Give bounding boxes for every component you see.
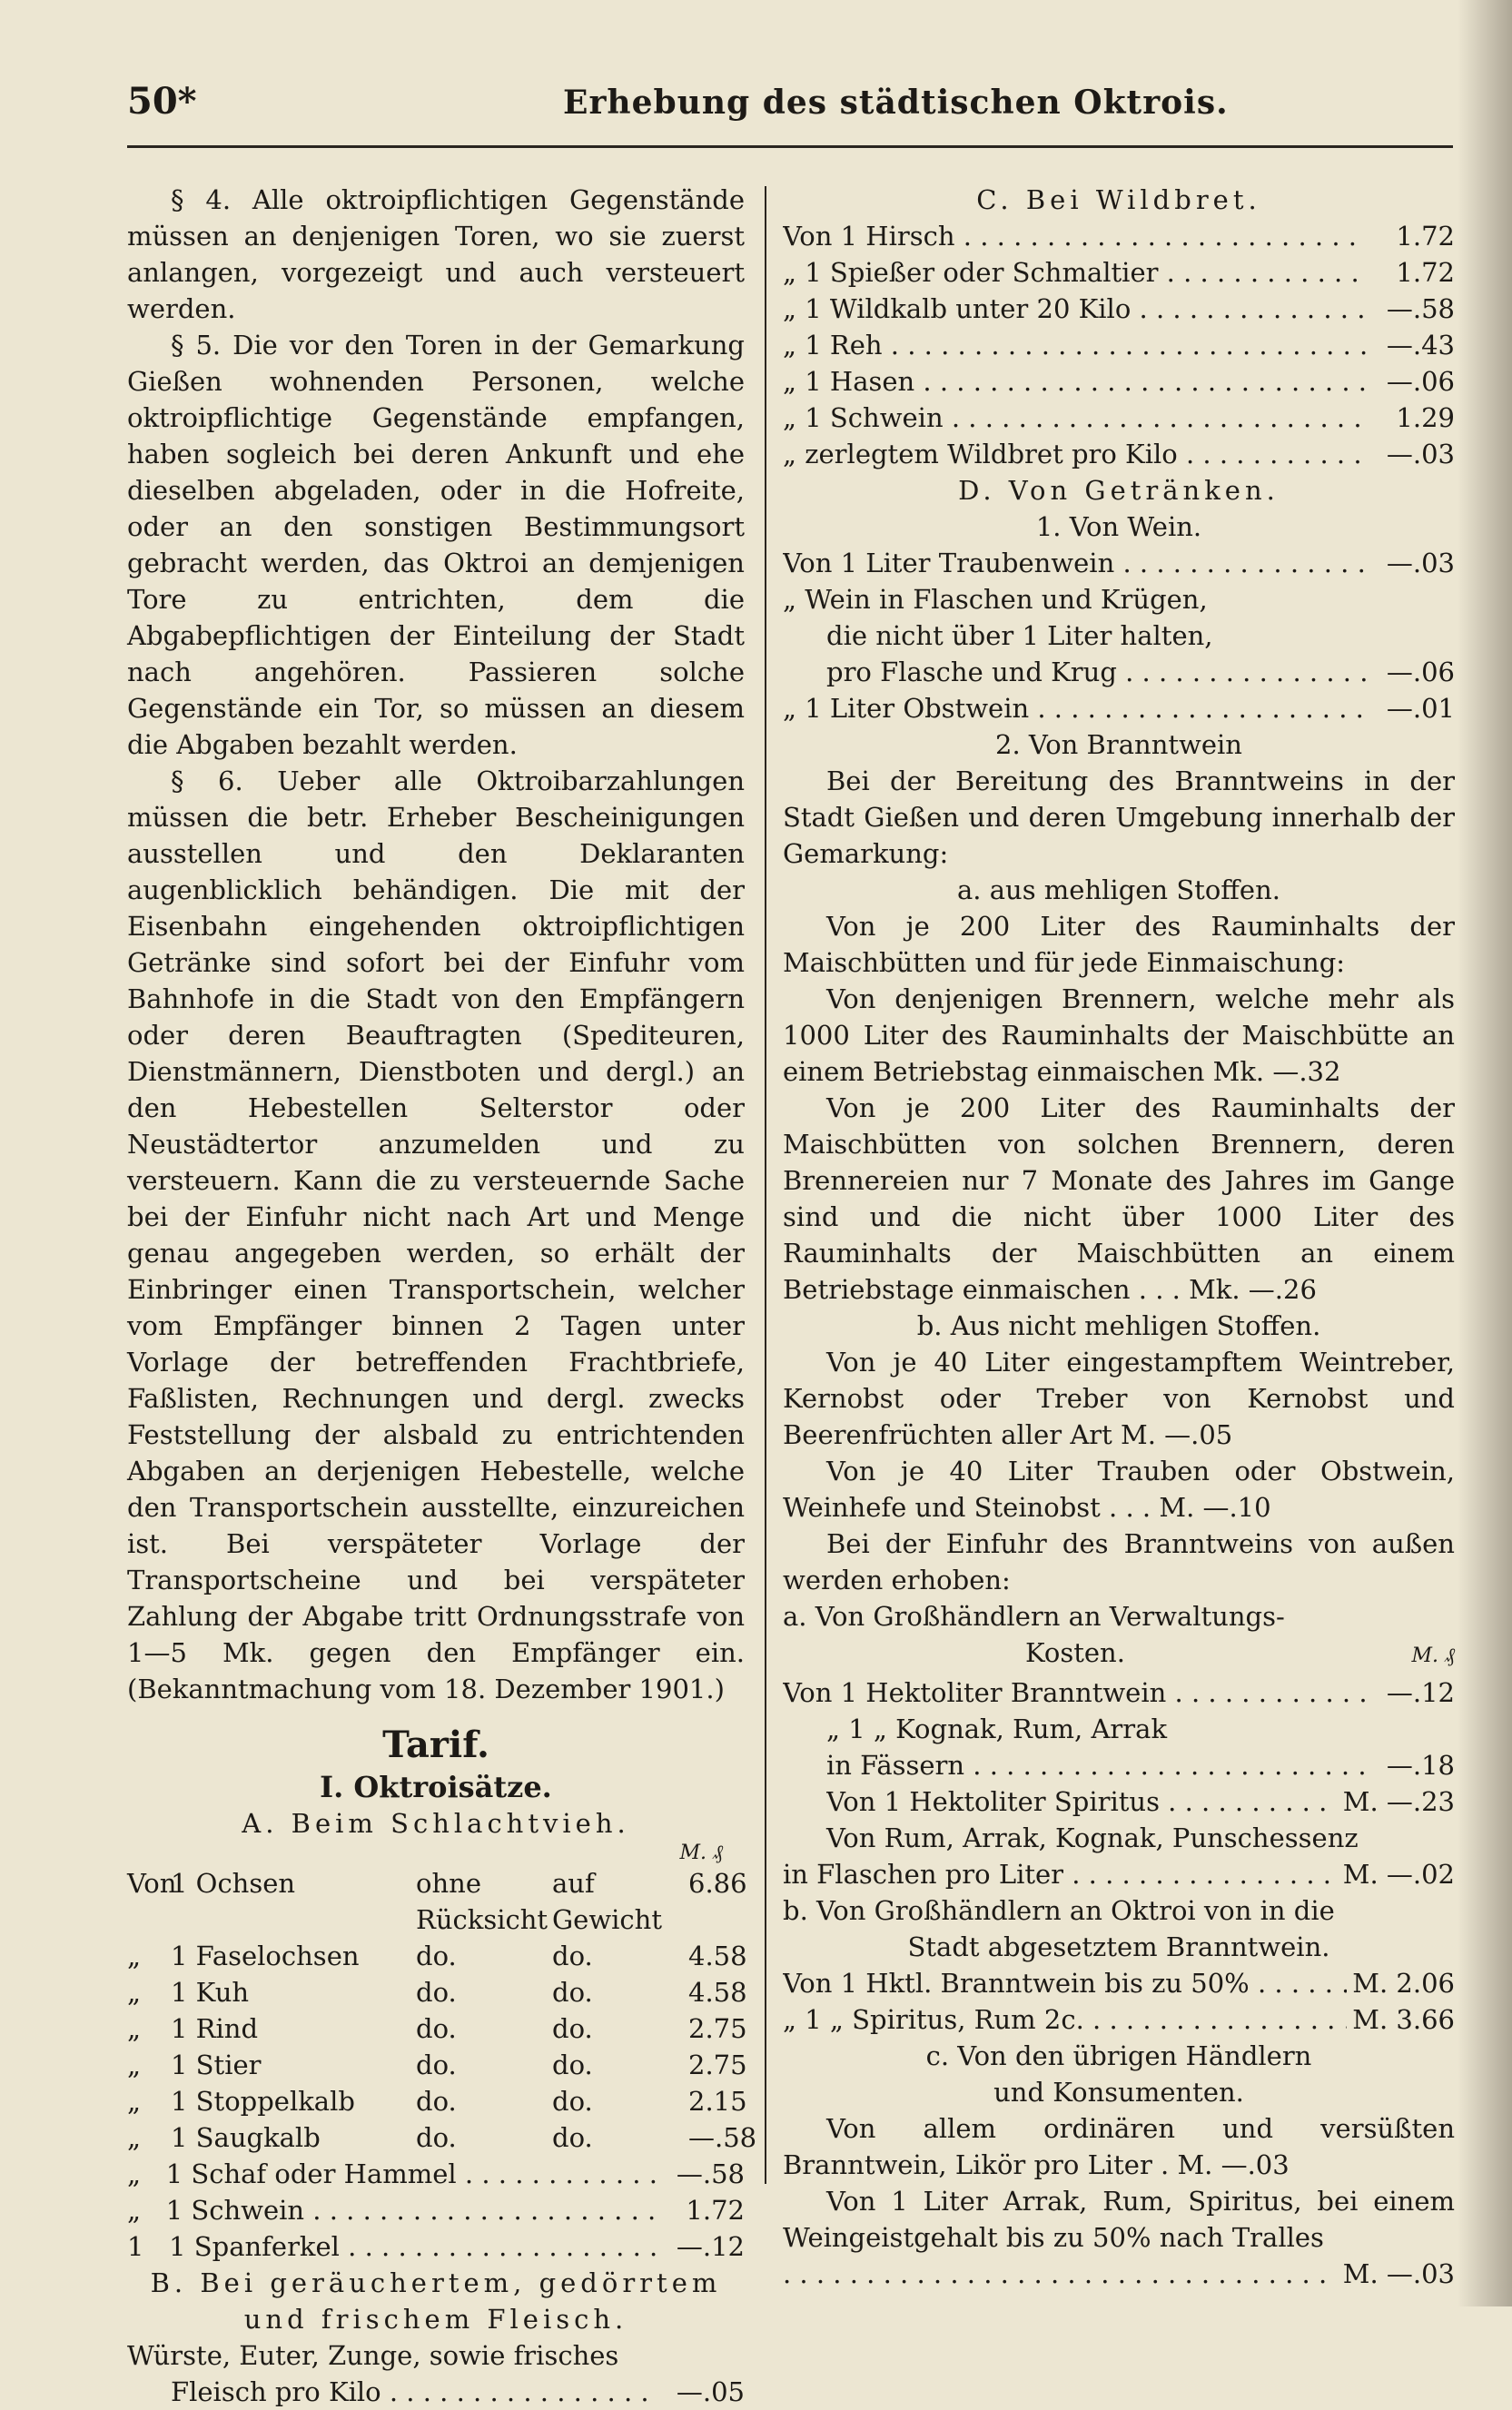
table-row: „ 1 Kuh do. do. 4.58 [127,1977,747,2008]
table-row: „ 1 Stier do. do. 2.75 [127,2049,747,2080]
wholesale-a-heading-line1: a. Von Großhändlern an Verwaltungs- [783,1601,1285,1632]
wholesale-b-heading-line1: b. Von Großhändlern an Oktroi von in die [783,1895,1335,1926]
wholesale-a-heading-line2: Kosten. M. ₰ [1025,1637,1455,1668]
left-column [127,182,757,2410]
list-item: „ 1 Wildkalb unter 20 Kilo . . . —.58 [783,291,1455,327]
paragraph-6: § 6. Ueber alle Oktroibarzahlungen müssen die betr. Erheber Bescheinigungen ausstellen und den Deklaranten augenblicklich behändigen. Die mit der Eisenbahn eingehenden oktroipflichtigen Getränke sind sofort bei der Einfuhr vom Bahnhofe in die Stadt von den Empfängern oder deren Beauftragten (Spediteuren, Dienstmännern, Dienstboten und dergl.) an den Hebestellen Selterstor oder Neustädtertor anzumelden und zu versteuern. Kann die zu versteuernde Sache bei der Einfuhr nicht nach Art und Menge genau angegeben werden, so erhält der Einbringer einen Transportschein, welcher vom Empfänger binnen 2 Tagen unter Vorlage der betreffenden Frachtbriefe, Faßlisten, Rechnungen und dergl. zwecks Feststellung der alsbald zu entrichtenden Abgaben an derjenigen Hebestelle, welche den Transportschein ausstellte, einzureichen ist. Bei verspäteter Vorlage der Transportscheine und bei verspäteter Zahlung der Abgabe tritt Ordnungsstrafe von 1—5 Mk. gegen den Empfänger ein. (Bekanntmachung vom 18. Dezember 1901.) [127,765,745,1704]
wholesale-b-heading-line2: Stadt abgesetztem Branntwein. [907,1931,1330,1962]
wine-bottle-line1: „ Wein in Flaschen und Krügen, [783,584,1208,615]
nonflour-heading: b. Aus nicht mehligen Stoffen. [916,1310,1321,1341]
list-item: „ zerlegtem Wildbret pro Kilo . . . —.03 [783,436,1455,472]
list-item-line1: Von Rum, Arrak, Kognak, Punschessenz [826,1822,1359,1853]
wine-heading: 1. Von Wein. [1035,511,1202,542]
subsection-b-heading-line1: B. Bei geräuchertem, gedörrtem [150,2267,722,2298]
table-row: „ 1 Schwein . . . 1.72 [127,2192,745,2228]
table-row: „ 1 Schaf oder Hammel . . . —.58 [127,2156,745,2192]
tarif-heading: Tarif. [382,1724,489,1766]
list-item: „ 1 Schwein . . . 1.29 [783,400,1455,436]
nonflour-paragraph-2: Von je 40 Liter Trauben oder Obstwein, Weinhefe und Steinobst . . . M. —.10 [783,1456,1455,1523]
flour-paragraph-3: Von je 200 Liter des Rauminhalts der Maischbütten von solchen Brennern, deren Brennereien nur 7 Monate des Jahres im Gange sind und die nicht über 1000 Liter des Rauminhalts der Maischbütten an einem Betriebstage einmaischen . . . Mk. —.26 [783,1092,1455,1305]
right-column [783,182,1455,2292]
page-edge-shadow [1458,0,1512,2306]
page-number: 50* [127,80,197,123]
running-head: Erhebung des städtischen Oktrois. [563,84,1229,122]
list-item: Von 1 Liter Traubenwein . . . —.03 [783,545,1455,581]
paragraph-5: § 5. Die vor den Toren in der Gemarkung Gießen wohnenden Personen, welche oktroipflichtige Gegenstände empfangen, haben sogleich bei deren Ankunft und ehe dieselben abgeladen, oder in die Hofreite, oder an den sonstigen Bestimmungsort gebracht werden, das Oktroi an demjenigen Tore zu entrichten, dem die Abgabepflichtigen der Einteilung der Stadt nach angehören. Passieren solche Gegenstände ein Tor, so müssen an diesem die Abgaben bezahlt werden. [127,330,745,760]
list-item: „ 1 „ Spiritus, Rum 2c. . . . M. 3.66 [783,2001,1455,2038]
brandy-heading: 2. Von Branntwein [995,729,1242,760]
currency-unit-heading: M. ₰ [679,1842,723,1864]
flour-heading: a. aus mehligen Stoffen. [957,874,1280,905]
others-paragraph-1: Von allem ordinären und versüßten Branntwein, Likör pro Liter . M. —.03 [783,2113,1455,2180]
list-item: „ 1 Spießer oder Schmaltier . . . 1.72 [783,254,1455,291]
others-heading-line1: c. Von den übrigen Händlern [925,2040,1312,2071]
others-paragraph-2: Von 1 Liter Arrak, Rum, Spiritus, bei einem Weingeistgehalt bis zu 50% nach Tralles [783,2186,1455,2253]
wine-bottle-line2: die nicht über 1 Liter halten, [826,620,1213,651]
cattle-table [127,1865,757,2265]
table-row: „ 1 Saugkalb do. do. —.58 [127,2122,757,2153]
others-heading-line2: und Konsumenten. [993,2077,1244,2108]
page-header [127,80,1453,134]
list-item: „ 1 Reh . . . —.43 [783,327,1455,363]
list-item: in Fässern . . . —.18 [783,1747,1455,1783]
game-list [783,218,1455,472]
others-paragraph-2-price: . . . M. —.03 [783,2256,1455,2292]
table-row: „ 1 Rind do. do. 2.75 [127,2013,747,2044]
list-item: Von 1 Hirsch . . . 1.72 [783,218,1455,254]
table-row: 1 1 Spanferkel . . . —.12 [127,2228,745,2265]
list-item: in Flaschen pro Liter . . . M. —.02 [783,1856,1455,1892]
list-item: „ 1 Hasen . . . —.06 [783,363,1455,400]
flour-paragraph-2: Von denjenigen Brennern, welche mehr als 1000 Liter des Rauminhalts der Maischbütte an einem Betriebstag einmaischen Mk. —.32 [783,983,1455,1087]
nonflour-paragraph-1: Von je 40 Liter eingestampftem Weintreber, Kernobst oder Treber von Kernobst und Beerenfrüchten aller Art M. —.05 [783,1347,1455,1450]
meat-entry-line1: Würste, Euter, Zunge, sowie frisches [127,2340,619,2371]
subsection-b-heading-line2: und frischem Fleisch. [243,2304,628,2335]
list-item: Von 1 Hektoliter Branntwein . . . —.12 [783,1674,1455,1711]
list-item: „ 1 Liter Obstwein . . . —.01 [783,690,1455,726]
meat-entry-line2: Fleisch pro Kilo . . . —.05 [127,2374,745,2410]
subsection-a-heading: A. Beim Schlachtvieh. [242,1808,630,1839]
brandy-intro: Bei der Bereitung des Branntweins in der Stadt Gießen und deren Umgebung innerhalb der Gemarkung: [783,765,1455,869]
subsection-d-heading: D. Von Getränken. [958,475,1280,506]
flour-paragraph-1: Von je 200 Liter des Rauminhalts der Maischbütten und für jede Einmaischung: [783,911,1455,978]
table-row: Von 1 Ochsen ohne Rücksicht auf Gewicht 6.86 [127,1868,747,1935]
import-paragraph: Bei der Einfuhr des Branntweins von außen werden erhoben: [783,1528,1455,1595]
subsection-c-heading: C. Bei Wildbret. [976,184,1261,215]
header-rule [127,145,1453,148]
list-item: Von 1 Hektoliter Spiritus . . . M. —.23 [783,1783,1455,1820]
column-rule [765,186,766,2184]
table-row: „ 1 Stoppelkalb do. do. 2.15 [127,2086,747,2117]
table-row: „ 1 Faselochsen do. do. 4.58 [127,1941,747,1971]
list-item: pro Flasche und Krug . . . —.06 [783,654,1455,690]
list-item-line1: „ 1 „ Kognak, Rum, Arrak [826,1714,1168,1744]
list-item: Von 1 Hktl. Branntwein bis zu 50% . . . M. 2.06 [783,1965,1455,2001]
paragraph-4: § 4. Alle oktroipflichtigen Gegenstände müssen an denjenigen Toren, wo sie zuerst anlangen, vorgezeigt und auch versteuert werden. [127,184,745,324]
section-heading: I. Oktroisätze. [320,1770,552,1804]
